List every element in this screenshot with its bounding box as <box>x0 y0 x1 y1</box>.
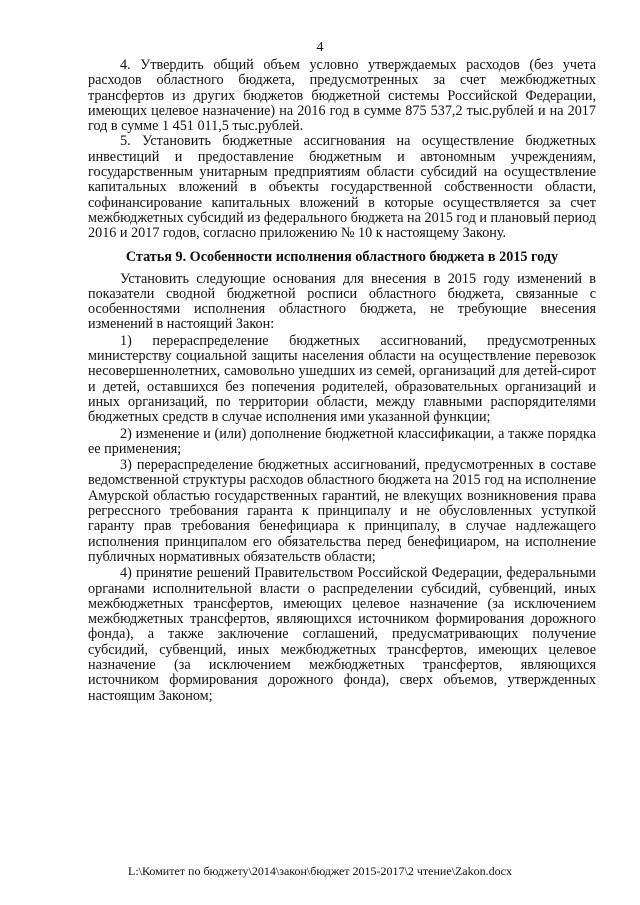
article-intro: Установить следующие основания для внесения в 2015 году изменений в показатели сводной бюджетной росписи областного бюджета, связанные с особенностями исполнения областного бюджета, не требующие внесения изменений в настоящий Закон: <box>88 270 596 333</box>
article-heading: Статья 9. Особенности исполнения областного бюджета в 2015 году <box>125 248 559 265</box>
document-body <box>88 58 596 704</box>
page-number: 4 <box>316 40 324 55</box>
paragraph-5: 5. Установить бюджетные ассигнования на осуществление бюджетных инвестиций и предоставление бюджетным и автономным учреждениям, государственным унитарным предприятиям области субсидий на осуществление капитальных вложений в объекты государственной собственности области, софинансирование капитальных вложений в которые осуществляется за счет межбюджетных субсидий из федерального бюджета на 2015 год и плановый период 2016 и 2017 годов, согласно приложению № 10 к настоящему Закону. <box>88 133 596 242</box>
list-item-4: 4) принятие решений Правительством Российской Федерации, федеральными органами исполнительной власти о распределении субсидий, субвенций, иных межбюджетных трансфертов, имеющих целевое назначение (за исключением межбюджетных трансфертов, являющихся источником формирования дорожного фонда), а также заключение соглашений, предусматривающих получение субсидий, субвенций, иных межбюджетных трансфертов, имеющих целевое назначение (за исключением межбюджетных трансфертов, являющихся источником формирования дорожного фонда), сверх объемов, утвержденных настоящим Законом; <box>88 565 596 704</box>
list-item-1: 1) перераспределение бюджетных ассигнований, предусмотренных министерству социальной защиты населения области на осуществление перевозок несовершеннолетних, самовольно ушедших из семей, организаций для детей-сирот и детей, оставшихся без попечения родителей, образовательных организаций и иных организаций, по территории области, между главными распорядителями бюджетных средств в случае исполнения ими указанной функции; <box>88 332 596 426</box>
list-item-2: 2) изменение и (или) дополнение бюджетной классификации, а также порядка ее применения; <box>88 425 596 457</box>
list-item-3: 3) перераспределение бюджетных ассигнований, предусмотренных в составе ведомственной структуры расходов областного бюджета на 2015 год на исполнение Амурской областью государственных гарантий, не влекущих возникновения права регрессного требования гаранта к принципалу и не обусловленных уступкой гаранту прав требования бенефициара к принципалу, в случае надлежащего исполнения принципалом его обязательства перед бенефициаром, на исполнение публичных нормативных обязательств области; <box>88 457 596 565</box>
paragraph-4: 4. Утвердить общий объем условно утверждаемых расходов (без учета расходов областного бюджета, предусмотренных за счет межбюджетных трансфертов из других бюджетов бюджетной системы Российской Федерации, имеющих целевое назначение) на 2016 год в сумме 875 537,2 тыс.рублей и на 2017 год в сумме 1 451 011,5 тыс.рублей. <box>88 57 596 135</box>
footer-file-path: L:\Комитет по бюджету\2014\закон\бюджет 2015-2017\2 чтение\Zakon.docx <box>128 864 512 878</box>
